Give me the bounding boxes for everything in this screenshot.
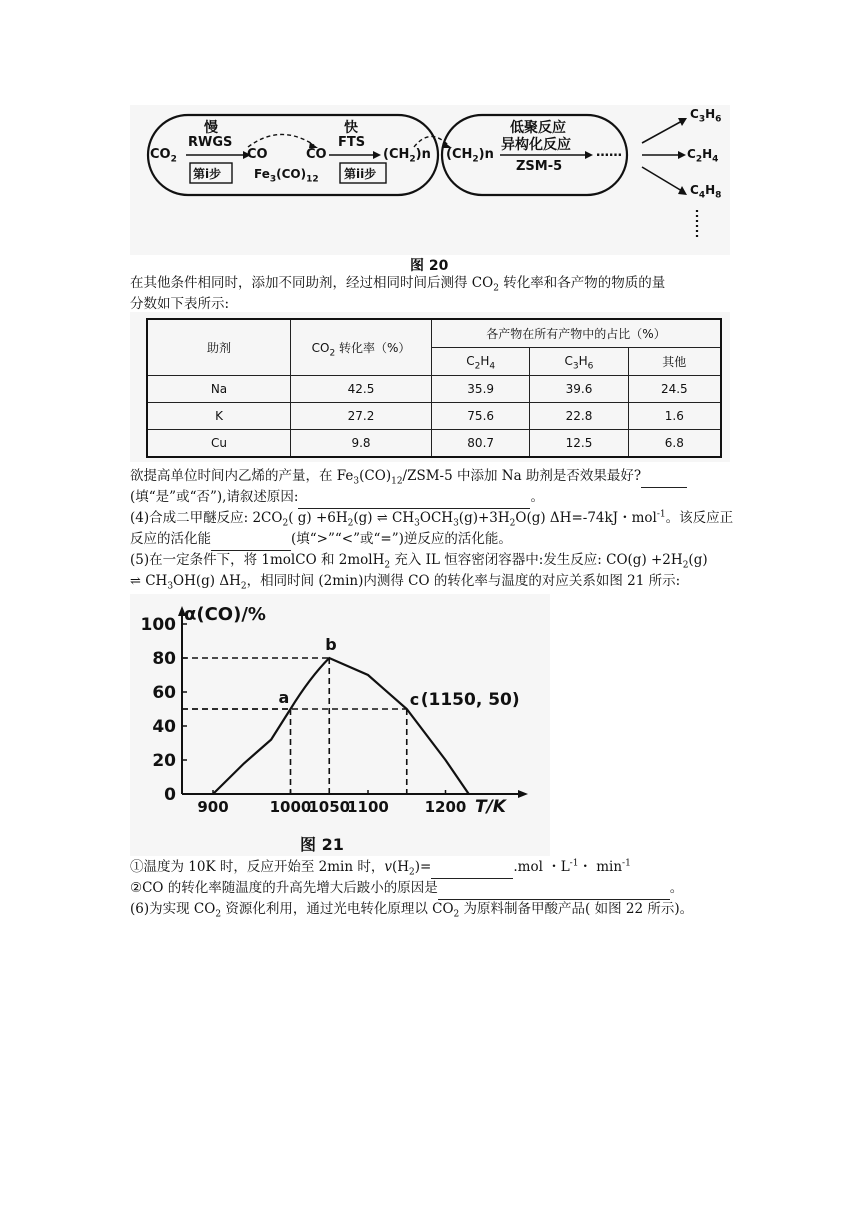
question-na-line-1: 欲提高单位时间内乙烯的产量，在 $Fe_3(CO)_{12}/ZSM-5$ 中添加 Na 助剂是否效果最好? bbox=[130, 466, 687, 488]
scheme-catalyst: $Fe_3(CO)_{12}$ bbox=[254, 167, 319, 185]
scheme-product-c2h4: $C_2H_4$ bbox=[687, 147, 719, 165]
header-c2h4: $C_2H_4$ bbox=[432, 347, 530, 375]
question-5-part-2: ②CO 的转化率随温度的升高先增大后跛小的原因是 。 bbox=[130, 878, 683, 900]
scheme-product-c3h6: $C_3H_6$ bbox=[690, 107, 722, 125]
x-tick-label: 1100 bbox=[347, 798, 389, 816]
scheme-co-a: CO bbox=[247, 147, 268, 162]
point-label-a: a bbox=[278, 688, 290, 707]
scheme-label-isomerization: 异构化反应 bbox=[501, 137, 571, 153]
y-axis-label: α(CO)/% bbox=[184, 604, 266, 625]
cell-other: 24.5 bbox=[628, 375, 721, 402]
answer-blank-explanation[interactable] bbox=[438, 878, 670, 900]
header-c3h6: $C_3H_6$ bbox=[530, 347, 628, 375]
point-label-c: c bbox=[409, 690, 420, 709]
y-tick-label: 60 bbox=[152, 683, 176, 703]
question-5-line-1: (5)在一定条件下，将 1molCO 和 2molH$_2$ 充入 IL 恒容密闭容器中:发生反应: $CO(g) +2H_2(g)$ bbox=[130, 552, 708, 571]
scheme-co2: $CO_2$ bbox=[150, 147, 177, 165]
product-arrow-1 bbox=[642, 121, 682, 143]
scheme-label-oligomerization: 低聚反应 bbox=[510, 120, 566, 136]
x-axis-arrow bbox=[518, 790, 528, 798]
scheme-product-c4h8: $C_4H_8$ bbox=[690, 183, 722, 201]
answer-blank-rate[interactable] bbox=[431, 857, 513, 879]
dashed-transfer-arrow-1 bbox=[248, 134, 314, 147]
scheme-label-rwgs: RWGS bbox=[188, 135, 233, 150]
scheme-ch2n-a: $(CH_2)n$ bbox=[383, 147, 431, 165]
scheme-step-1: 第i步 bbox=[193, 167, 222, 181]
conversion-curve bbox=[213, 658, 469, 794]
cell-c3h6: 12.5 bbox=[530, 429, 628, 457]
x-axis-label: T/K bbox=[475, 797, 506, 817]
question-na-line-2: (填“是”或“否”),请叙述原因: 。 bbox=[130, 487, 544, 509]
scheme-label-fast: 快 bbox=[344, 120, 358, 136]
results-table-wrap bbox=[146, 318, 722, 458]
x-tick-label: 1200 bbox=[424, 798, 467, 816]
cell-conversion: 42.5 bbox=[291, 375, 432, 402]
header-other: 其他 bbox=[628, 347, 721, 375]
cell-c2h4: 80.7 bbox=[432, 429, 530, 457]
y-tick-label: 20 bbox=[152, 751, 176, 771]
scheme-ch2n-b: $(CH_2)n$ bbox=[446, 147, 494, 165]
product-arrow-3 bbox=[642, 167, 682, 191]
point-label-b: b bbox=[325, 635, 337, 654]
cell-c3h6: 39.6 bbox=[530, 375, 628, 402]
cell-agent: Na bbox=[147, 375, 291, 402]
figure-21-caption: 图 21 bbox=[300, 835, 344, 854]
point-c-annotation: (1150, 50) bbox=[420, 690, 520, 710]
results-table bbox=[146, 318, 722, 458]
header-agent: 助剂 bbox=[147, 319, 291, 375]
cell-agent: K bbox=[147, 402, 291, 429]
x-tick-label: 900 bbox=[197, 798, 229, 816]
y-tick-label: 80 bbox=[152, 649, 176, 669]
equilibrium-arrow-icon: ⇌ bbox=[130, 574, 141, 589]
intro-line-1: 在其他条件相同时，添加不同助剂，经过相同时间后测得 $CO_2$ 转化率和各产物的物质的量 bbox=[130, 275, 666, 294]
cell-c3h6: 22.8 bbox=[530, 402, 628, 429]
y-tick-label: 0 bbox=[164, 785, 176, 805]
y-tick-label: 40 bbox=[152, 717, 176, 737]
cell-other: 1.6 bbox=[628, 402, 721, 429]
header-product-share: 各产物在所有产物中的占比（%） bbox=[432, 319, 722, 347]
question-4-line-1: (4)合成二甲醚反应: $2CO_2$( $g) +6H_2(g)$ ⇌ $CH_3OCH_3(g)+3H_2O(g)$ ΔH=-74kJ・mol$^{-1}$。该反应正 bbox=[130, 509, 734, 529]
y-tick-label: 100 bbox=[140, 615, 176, 635]
answer-blank-reason[interactable] bbox=[298, 487, 530, 509]
cell-agent: Cu bbox=[147, 429, 291, 457]
cell-conversion: 27.2 bbox=[291, 402, 432, 429]
figure-20-caption: 图 20 bbox=[410, 258, 449, 274]
intro-line-2: 分数如下表所示: bbox=[130, 296, 230, 312]
scheme-dots: …… bbox=[596, 145, 622, 160]
table-row bbox=[147, 402, 721, 429]
cell-conversion: 9.8 bbox=[291, 429, 432, 457]
scheme-label-fts: FTS bbox=[338, 135, 366, 150]
question-5-part-1: ①温度为 10K 时，反应开始至 2min 时，$v(H_2)= .mol$ ・$L^{-1}$・ $\min^{-1}$ bbox=[130, 858, 631, 878]
question-5-line-2: ⇌ $CH_3OH(g)$ $\Delta H_2$，相同时间 (2min)内测得 CO 的转化率与温度的对应关系如图 21 所示: bbox=[130, 573, 681, 592]
scheme-label-slow: 慢 bbox=[204, 120, 218, 136]
answer-blank-activation-energy[interactable] bbox=[211, 529, 291, 551]
table-row bbox=[147, 429, 721, 457]
question-4-line-2: 反应的活化能 (填“>”“<”或“=”)逆反应的活化能。 bbox=[130, 529, 512, 551]
cell-c2h4: 75.6 bbox=[432, 402, 530, 429]
figure-21-chart bbox=[130, 594, 550, 856]
table-row bbox=[147, 375, 721, 402]
x-tick-label: 1000 bbox=[269, 798, 312, 816]
scheme-co-b: CO bbox=[306, 147, 327, 162]
header-conversion: $CO_2$ 转化率（%） bbox=[291, 319, 432, 375]
scheme-step-2: 第ii步 bbox=[344, 167, 377, 181]
answer-blank-yes-no[interactable] bbox=[641, 466, 687, 488]
cell-c2h4: 35.9 bbox=[432, 375, 530, 402]
x-tick-label: 1050 bbox=[308, 798, 351, 816]
cell-other: 6.8 bbox=[628, 429, 721, 457]
scheme-label-zsm5: ZSM-5 bbox=[516, 159, 563, 174]
equilibrium-arrow-icon: ⇌ bbox=[376, 511, 388, 526]
question-6-line: (6)为实现 $CO_2$ 资源化利用，通过光电转化原理以 $CO_2$ 为原料制备甲酸产品( 如图 22 所示)。 bbox=[130, 901, 694, 920]
